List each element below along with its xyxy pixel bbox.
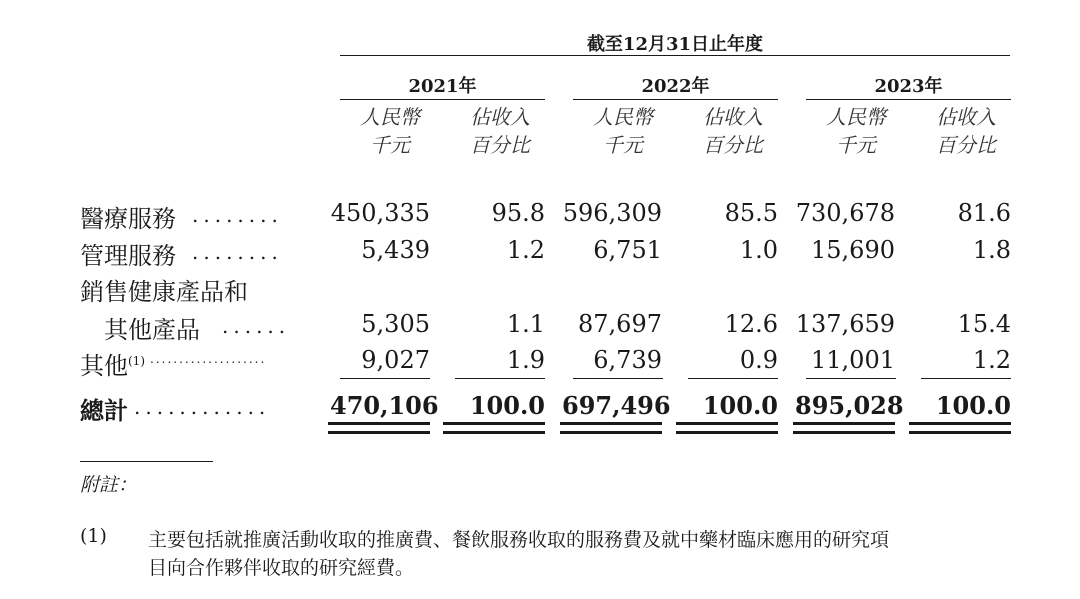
subtotal-rule — [921, 378, 1011, 379]
cell-value: 6,751 — [593, 236, 662, 264]
total-double-rule — [676, 422, 778, 434]
row-label-total: 總計 — [80, 396, 128, 425]
period-rule — [340, 55, 1010, 56]
year-2023-rule — [806, 99, 1011, 100]
note-text-line1: 主要包括就推廣活動收取的推廣費、餐飲服務收取的服務費及就中藥材臨床應用的研究項 — [148, 529, 890, 551]
cell-value: 596,309 — [562, 199, 662, 227]
cell-value: 6,739 — [593, 346, 662, 374]
cell-value: 450,335 — [330, 199, 430, 227]
col-rmb-2023: 人民幣 千元 — [826, 105, 886, 157]
col-rmb-2021: 人民幣 千元 — [360, 105, 420, 157]
row-leader-dots: .................... — [150, 352, 267, 366]
cell-value: 85.5 — [724, 199, 778, 227]
row-leader-dots: ........ — [192, 203, 283, 227]
cell-value-total: 895,028 — [795, 391, 904, 420]
cell-value: 1.2 — [506, 236, 545, 264]
row-leader-dots: ...... — [222, 314, 291, 338]
total-double-rule — [909, 422, 1011, 434]
cell-value-total: 100.0 — [469, 391, 545, 420]
total-double-rule — [793, 422, 895, 434]
cell-value: 5,305 — [361, 310, 430, 338]
row-label-others-text: 其他 — [80, 352, 128, 380]
col-rmb-2022: 人民幣 千元 — [593, 105, 653, 157]
cell-value: 730,678 — [795, 199, 895, 227]
cell-value: 1.9 — [506, 346, 545, 374]
cell-value: 15,690 — [811, 236, 895, 264]
total-double-rule — [560, 422, 662, 434]
notes-separator — [80, 461, 213, 462]
subtotal-rule — [573, 378, 663, 379]
subtotal-rule — [688, 378, 778, 379]
row-leader-dots: ........ — [192, 240, 283, 264]
year-2021-rule — [340, 99, 545, 100]
cell-value: 95.8 — [491, 199, 545, 227]
cell-value: 1.0 — [739, 236, 778, 264]
note-marker: (1) — [80, 525, 107, 547]
cell-value: 87,697 — [578, 310, 662, 338]
cell-value: 1.8 — [972, 236, 1011, 264]
notes-title: 附註： — [80, 474, 138, 496]
period-header: 截至12月31日止年度 — [586, 34, 764, 55]
cell-value: 81.6 — [957, 199, 1011, 227]
cell-value-total: 100.0 — [935, 391, 1011, 420]
cell-value: 137,659 — [795, 310, 895, 338]
row-leader-dots: ............ — [134, 395, 271, 419]
col-pct-2023: 佔收入 百分比 — [936, 105, 996, 157]
year-2021-header: 2021年 — [408, 76, 477, 97]
row-label-management-services: 管理服務 — [80, 242, 176, 270]
cell-value: 0.9 — [739, 346, 778, 374]
cell-value: 11,001 — [811, 346, 895, 374]
cell-value: 12.6 — [724, 310, 778, 338]
cell-value-total: 470,106 — [330, 391, 439, 420]
cell-value: 1.1 — [506, 310, 545, 338]
subtotal-rule — [806, 378, 896, 379]
total-double-rule — [443, 422, 545, 434]
cell-value-total: 697,496 — [562, 391, 671, 420]
cell-value: 9,027 — [361, 346, 430, 374]
total-double-rule — [328, 422, 430, 434]
row-label-others — [80, 346, 145, 381]
row-label-health-products-line1: 銷售健康產品和 — [80, 278, 248, 306]
cell-value: 15.4 — [957, 310, 1011, 338]
footnote-ref: (1) — [128, 354, 145, 368]
year-2022-rule — [573, 99, 778, 100]
cell-value: 5,439 — [361, 236, 430, 264]
cell-value: 1.2 — [972, 346, 1011, 374]
cell-value-total: 100.0 — [702, 391, 778, 420]
year-2022-header: 2022年 — [641, 76, 710, 97]
row-label-health-products-line2: 其他產品 — [104, 316, 200, 344]
subtotal-rule — [455, 378, 545, 379]
subtotal-rule — [340, 378, 430, 379]
col-pct-2022: 佔收入 百分比 — [703, 105, 763, 157]
year-2023-header: 2023年 — [874, 76, 943, 97]
note-text-line2: 目向合作夥伴收取的研究經費。 — [148, 557, 415, 579]
col-pct-2021: 佔收入 百分比 — [470, 105, 530, 157]
row-label-medical-services: 醫療服務 — [80, 205, 176, 233]
